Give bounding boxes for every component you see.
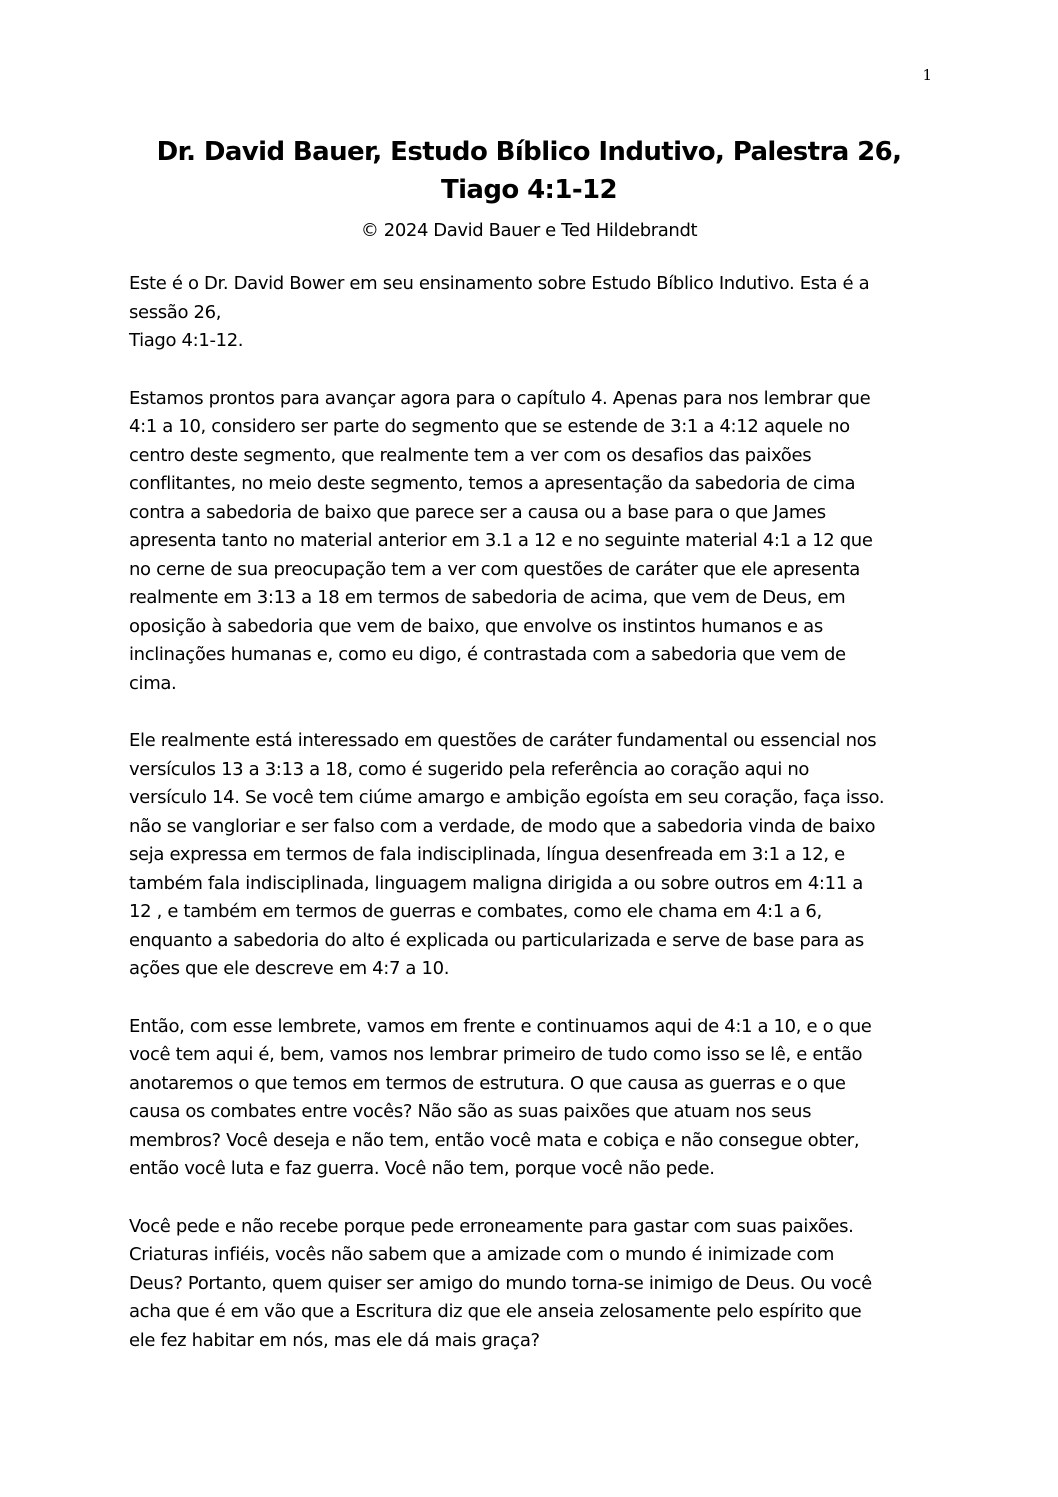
paragraph: [129, 727, 949, 984]
text-line: seja expressa em termos de fala indisciplinada, língua desenfreada em 3:1 a 12, e: [129, 844, 845, 865]
text-line: ações que ele descreve em 4:7 a 10.: [129, 958, 450, 979]
document-title: [100, 133, 958, 209]
text-line: Tiago 4:1-12.: [129, 330, 244, 351]
paragraph: [129, 1013, 949, 1184]
text-line: Estamos prontos para avançar agora para o capítulo 4. Apenas para nos lembrar que: [129, 387, 871, 409]
text-line: 4:1 a 10, considero ser parte do segmento que se estende de 3:1 a 4:12 aquele no: [129, 416, 850, 437]
text-line: realmente em 3:13 a 18 em termos de sabedoria de acima, que vem de Deus, em: [129, 587, 846, 608]
text-line: versículos 13 a 3:13 a 18, como é sugerido pela referência ao coração aqui no: [129, 758, 810, 780]
text-line: versículo 14. Se você tem ciúme amargo e ambição egoísta em seu coração, faça isso.: [129, 787, 885, 808]
text-line: Deus? Portanto, quem quiser ser amigo do mundo torna-se inimigo de Deus. Ou você: [129, 1272, 872, 1294]
text-line: Criaturas infiéis, vocês não sabem que a amizade com o mundo é inimizade com: [129, 1244, 835, 1265]
document-body: [129, 270, 949, 1384]
text-line: contra a sabedoria de baixo que parece ser a causa ou a base para o que James: [129, 501, 826, 523]
title-line: Tiago 4:1-12: [440, 175, 618, 205]
text-line: não se vangloriar e ser falso com a verdade, de modo que a sabedoria vinda de baixo: [129, 815, 876, 837]
text-line: oposição à sabedoria que vem de baixo, que envolve os instintos humanos e as: [129, 615, 823, 637]
paragraph: [129, 1213, 949, 1356]
text-line: inclinações humanas e, como eu digo, é contrastada com a sabedoria que vem de: [129, 644, 846, 665]
text-line: apresenta tanto no material anterior em 3.1 a 12 e no seguinte material 4:1 a 12 que: [129, 530, 873, 551]
paragraph: [129, 385, 949, 699]
text-line: então você luta e faz guerra. Você não tem, porque você não pede.: [129, 1158, 715, 1179]
text-line: Você pede e não recebe porque pede erroneamente para gastar com suas paixões.: [129, 1215, 854, 1237]
text-line: enquanto a sabedoria do alto é explicada ou particularizada e serve de base para as: [129, 929, 864, 951]
text-line: acha que é em vão que a Escritura diz que ele anseia zelosamente pelo espírito que: [129, 1301, 862, 1322]
text-line: sessão 26,: [129, 301, 222, 323]
text-line: 12 , e também em termos de guerras e combates, como ele chama em 4:1 a 6,: [129, 901, 822, 922]
text-line: anotaremos o que temos em termos de estrutura. O que causa as guerras e o que: [129, 1072, 846, 1094]
text-line: causa os combates entre vocês? Não são as suas paixões que atuam nos seus: [129, 1101, 812, 1122]
text-line: membros? Você deseja e não tem, então você mata e cobiça e não consegue obter,: [129, 1129, 860, 1151]
text-line: conflitantes, no meio deste segmento, temos a apresentação da sabedoria de cima: [129, 473, 856, 494]
text-line: centro deste segmento, que realmente tem a ver com os desafios das paixões: [129, 444, 812, 466]
text-line: ele fez habitar em nós, mas ele dá mais graça?: [129, 1329, 540, 1351]
text-line: você tem aqui é, bem, vamos nos lembrar primeiro de tudo como isso se lê, e então: [129, 1044, 863, 1065]
text-line: cima.: [129, 672, 177, 694]
paragraph: [129, 270, 949, 356]
text-line: Ele realmente está interessado em questões de caráter fundamental ou essencial nos: [129, 730, 877, 751]
text-line: Este é o Dr. David Bower em seu ensinamento sobre Estudo Bíblico Indutivo. Esta é a: [129, 273, 870, 294]
copyright-line: © 2024 David Bauer e Ted Hildebrandt: [360, 220, 698, 241]
text-line: também fala indisciplinada, linguagem maligna dirigida a ou sobre outros em 4:11 a: [129, 872, 863, 894]
page-number: 1: [922, 66, 932, 84]
title-line: Dr. David Bauer, Estudo Bíblico Indutivo, Palestra 26,: [156, 137, 902, 167]
text-line: no cerne de sua preocupação tem a ver com questões de caráter que ele apresenta: [129, 558, 860, 580]
text-line: Então, com esse lembrete, vamos em frente e continuamos aqui de 4:1 a 10, e o que: [129, 1015, 872, 1037]
